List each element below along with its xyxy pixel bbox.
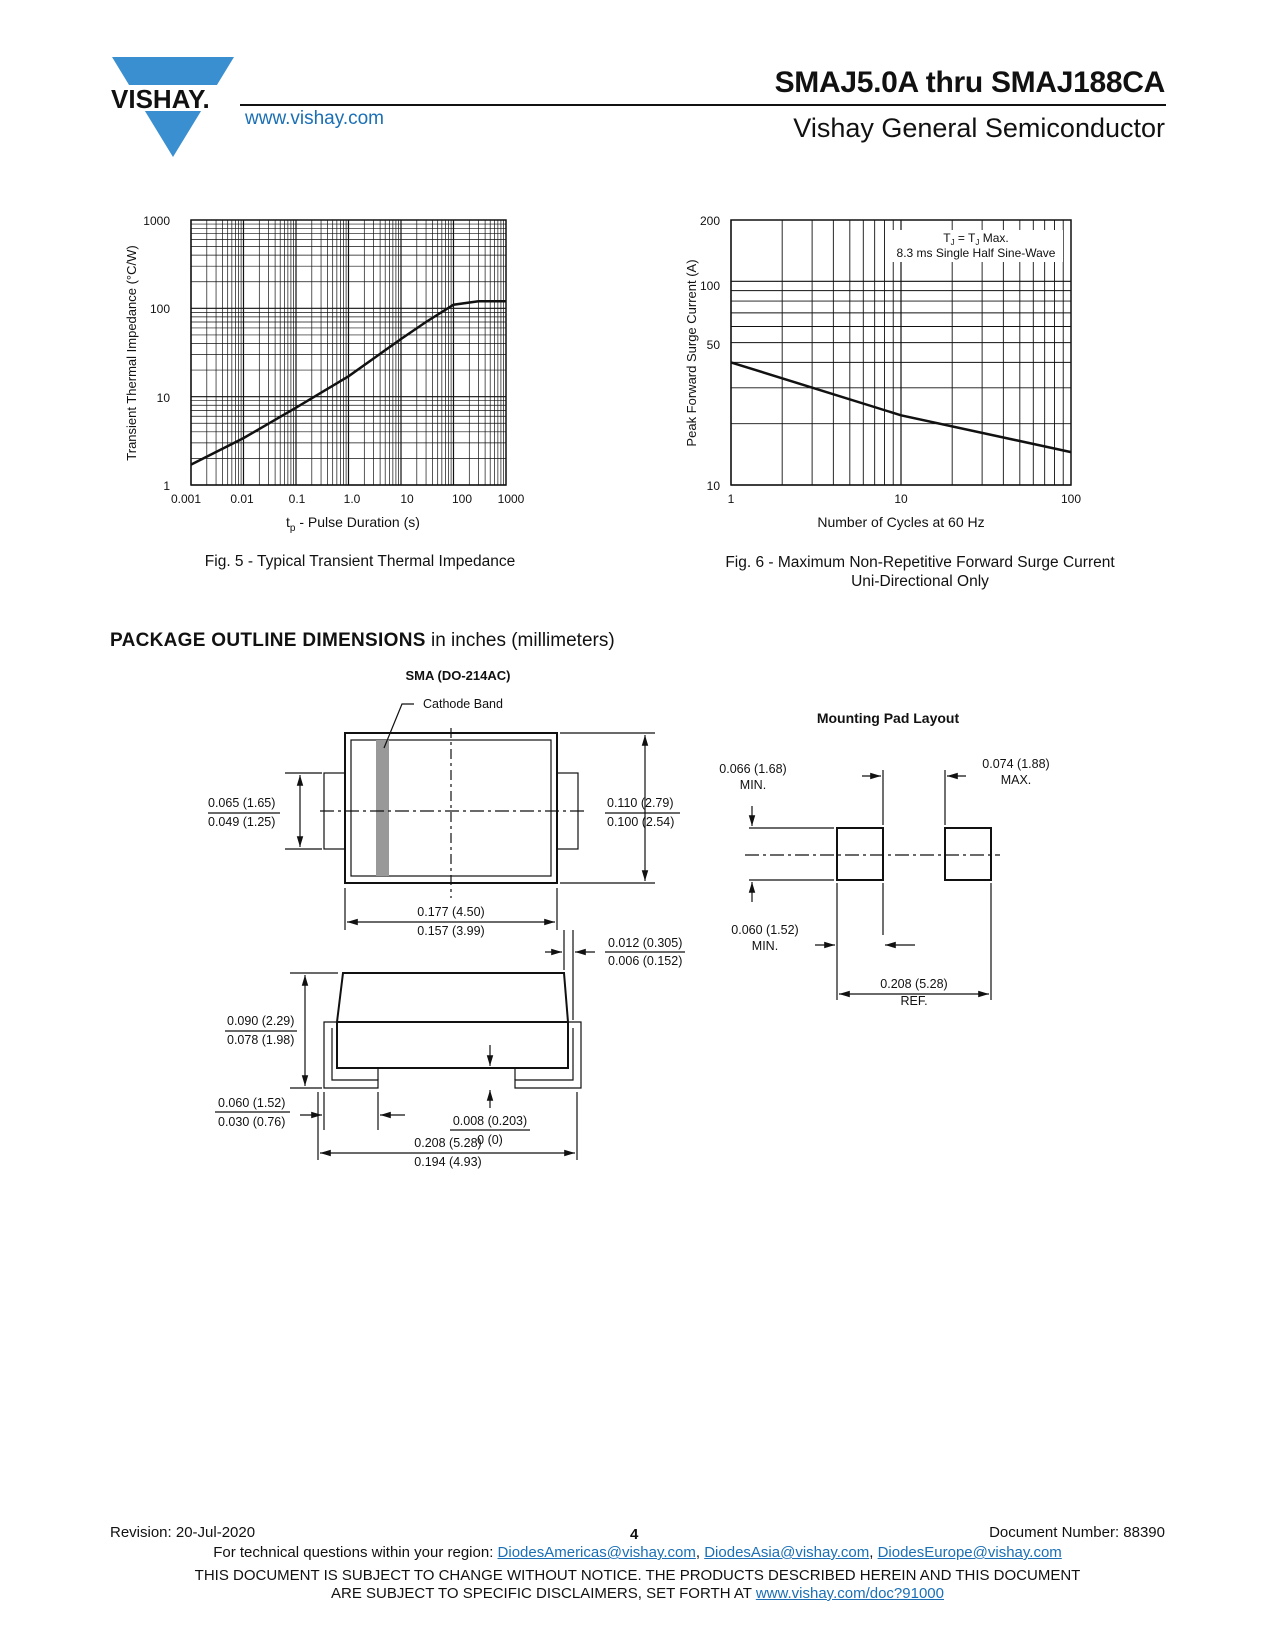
footer-disclaimer-line2 bbox=[0, 1585, 1275, 1602]
fig6-xtick: 1 bbox=[727, 492, 735, 506]
side-view-lead-left bbox=[324, 1022, 378, 1088]
dim-g-top: 0.008 (0.203) bbox=[452, 1114, 528, 1128]
fig5-ytick: 1000 bbox=[143, 214, 170, 228]
dim-b-top: 0.110 (2.79) bbox=[607, 796, 674, 810]
fig6-caption-line2: Uni-Directional Only bbox=[851, 573, 989, 590]
dim-e-bot: 0.078 (1.98) bbox=[227, 1033, 295, 1047]
pad-c-line1: 0.060 (1.52) bbox=[731, 923, 799, 937]
mount-pad-left bbox=[837, 828, 883, 880]
fig6-ytick: 10 bbox=[706, 479, 720, 493]
separator: , bbox=[869, 1544, 878, 1561]
package-heading-bold: PACKAGE OUTLINE DIMENSIONS bbox=[110, 630, 426, 651]
pad-d-line2: REF. bbox=[900, 994, 928, 1008]
disclaimer-link[interactable]: www.vishay.com/doc?91000 bbox=[755, 1585, 944, 1602]
fig5-ylabel: Transient Thermal Impedance (°C/W) bbox=[124, 245, 139, 461]
fig6-xlabel: Number of Cycles at 60 Hz bbox=[817, 514, 985, 530]
part-title: SMAJ5.0A thru SMAJ188CA bbox=[774, 66, 1165, 99]
pad-b-line1: 0.074 (1.88) bbox=[982, 757, 1050, 771]
fig6-xtick: 100 bbox=[1060, 492, 1082, 506]
fig5-grid bbox=[191, 220, 506, 485]
footer-contacts bbox=[0, 1544, 1275, 1561]
fig5-ytick: 100 bbox=[149, 302, 170, 316]
dim-h-top: 0.208 (5.28) bbox=[414, 1136, 482, 1150]
side-view-body bbox=[337, 973, 568, 1022]
logo-text: VISHAY. bbox=[111, 84, 210, 114]
pad-a-line2: MIN. bbox=[739, 778, 767, 792]
fig6-ytick: 50 bbox=[706, 338, 720, 352]
dim-b-bot: 0.100 (2.54) bbox=[607, 815, 675, 829]
dim-d-bot: 0.006 (0.152) bbox=[608, 954, 683, 968]
footer-revision: Revision: 20-Jul-2020 bbox=[110, 1524, 256, 1541]
mount-pad-right bbox=[945, 828, 991, 880]
fig6-xtick: 10 bbox=[894, 492, 908, 506]
fig6-note-line1: $T_J = T_J$ Max. bbox=[943, 231, 1009, 247]
dim-f-top: 0.060 (1.52) bbox=[218, 1096, 286, 1110]
pad-title: Mounting Pad Layout bbox=[816, 710, 960, 726]
fig5-xtick: 0.01 bbox=[230, 492, 254, 506]
package-name: SMA (DO-214AC) bbox=[405, 668, 511, 683]
fig6-ylabel: Peak Forward Surge Current (A) bbox=[684, 259, 699, 447]
dim-a-bot: 0.049 (1.25) bbox=[208, 815, 276, 829]
dim-e-top: 0.090 (2.29) bbox=[227, 1014, 295, 1028]
fig5-xtick: 10 bbox=[400, 492, 414, 506]
dim-f-bot: 0.030 (0.76) bbox=[218, 1115, 286, 1129]
dim-d-top: 0.012 (0.305) bbox=[608, 936, 683, 950]
footer-questions-text: For technical questions within your region: bbox=[213, 1544, 498, 1561]
cathode-band-mark bbox=[376, 740, 389, 876]
fig5-xtick: 0.1 bbox=[288, 492, 306, 506]
fig6-ytick: 200 bbox=[699, 214, 720, 228]
fig5-xtick: 0.001 bbox=[170, 492, 202, 506]
fig5-xtick: 1000 bbox=[497, 492, 525, 506]
separator: , bbox=[695, 1544, 705, 1561]
dim-h-bot: 0.194 (4.93) bbox=[414, 1155, 482, 1169]
fig5-ytick: 10 bbox=[156, 391, 170, 405]
pad-c-line2: MIN. bbox=[751, 939, 779, 953]
package-heading-units: in inches (millimeters) bbox=[425, 630, 615, 651]
dim-a-top: 0.065 (1.65) bbox=[208, 796, 276, 810]
email-europe-link[interactable]: DiodesEurope@vishay.com bbox=[877, 1544, 1062, 1561]
fig6-note-line2: 8.3 ms Single Half Sine-Wave bbox=[896, 246, 1056, 260]
header-rule bbox=[240, 104, 1166, 106]
fig5-xtick: 100 bbox=[451, 492, 473, 506]
footer-disclaimer-line1: THIS DOCUMENT IS SUBJECT TO CHANGE WITHOUT NOTICE. THE PRODUCTS DESCRIBED HEREIN AND THIS DOCUMENT bbox=[194, 1567, 1081, 1584]
fig5-chart bbox=[120, 205, 550, 535]
fig6-caption-line1: Fig. 6 - Maximum Non-Repetitive Forward Surge Current bbox=[725, 554, 1115, 571]
pad-a-line1: 0.066 (1.68) bbox=[719, 762, 787, 776]
footer-disclaimer-text: ARE SUBJECT TO SPECIFIC DISCLAIMERS, SET FORTH AT bbox=[331, 1585, 756, 1602]
side-view-base bbox=[337, 1022, 568, 1068]
pad-b-line2: MAX. bbox=[1000, 773, 1032, 787]
dim-c-top: 0.177 (4.50) bbox=[417, 905, 485, 919]
company-name: Vishay General Semiconductor bbox=[793, 113, 1165, 143]
pad-d-line1: 0.208 (5.28) bbox=[880, 977, 948, 991]
email-americas-link[interactable]: DiodesAmericas@vishay.com bbox=[497, 1544, 696, 1561]
dim-g-bot: 0 (0) bbox=[477, 1133, 503, 1147]
vishay-logo bbox=[108, 55, 238, 159]
email-asia-link[interactable]: DiodesAsia@vishay.com bbox=[704, 1544, 870, 1561]
fig5-xlabel: $t_p$ - Pulse Duration (s) bbox=[286, 514, 420, 534]
footer-page-number: 4 bbox=[630, 1526, 639, 1543]
side-view-lead-right bbox=[515, 1022, 581, 1088]
fig6-caption bbox=[675, 553, 1165, 591]
footer-document-number: Document Number: 88390 bbox=[989, 1524, 1165, 1541]
website-link[interactable]: www.vishay.com bbox=[245, 108, 385, 129]
cathode-band-label: Cathode Band bbox=[423, 697, 503, 711]
fig5-xtick: 1.0 bbox=[343, 492, 361, 506]
fig6-chart bbox=[680, 205, 1110, 535]
fig5-caption: Fig. 5 - Typical Transient Thermal Impedance bbox=[204, 553, 516, 570]
dim-c-bot: 0.157 (3.99) bbox=[417, 924, 485, 938]
package-heading bbox=[110, 630, 615, 652]
package-drawing bbox=[0, 660, 1275, 1180]
fig5-ytick: 1 bbox=[163, 479, 170, 493]
fig6-ytick: 100 bbox=[699, 279, 720, 293]
